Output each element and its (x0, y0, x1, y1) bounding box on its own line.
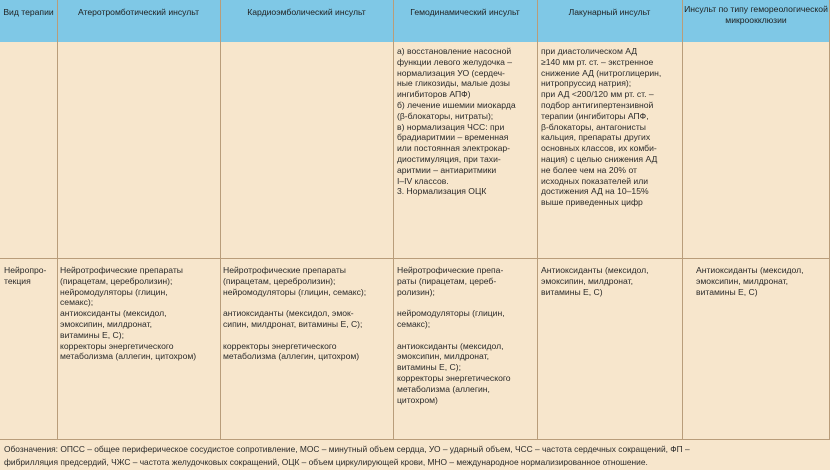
row1-lacunar-cell: при диастолическом АД ≥140 мм рт. ст. – экстренное снижение АД (нитроглицерин, нитропруссид натрия); при АД <200/120 мм рт. ст. – подбор антигипертензивной терапии (ингибиторы АПФ, β-блокаторы, антагонисты кальция, препараты других основных классов, их комби- нация) с целью снижения АД не более чем на 20% от исходных показателей или достижения АД на 10–15% выше приведенных цифр (541, 46, 662, 208)
column-divider (682, 0, 683, 440)
header-cardioembolic: Кардиоэмболический инсульт (247, 7, 366, 17)
row2-cardioembolic-cell: Нейротрофические препараты (пирацетам, церебролизин); нейромодуляторы (глицин, семакс); антиоксиданты (мексидол, эмок- сипин, милдронат, витамины Е, С); корректоры энергетического метаболизма (аллегин, цитохром) (223, 265, 367, 362)
row2-hemodynamic-cell: Нейротрофические препа- раты (пирацетам, цереб- ролизин); нейромодуляторы (глицин, семакс); антиоксиданты (мексидол, эмоксипин, милдронат, витамины Е, С); корректоры энергетического метаболизма (аллегин, цитохром) (397, 265, 511, 405)
row-divider (0, 439, 830, 440)
row2-hemorheologic-cell: Антиоксиданты (мексидол, эмоксипин, милдронат, витамины Е, С) (696, 265, 804, 297)
header-atherothrombotic: Атеротромботический инсульт (77, 7, 200, 17)
column-divider (393, 0, 394, 440)
header-therapy-type: Вид терапии (3, 7, 54, 17)
row1-hemodynamic-cell: а) восстановление насосной функции левого желудочка – нормализация УО (сердеч- ные гликозиды, малые дозы ингибиторов АПФ) б) лечение ишемии миокарда (β-блокаторы, нитраты); в) нормализация ЧСС: при брадиаритмии – временная или постоянная электрокар- диостимуляция, при тахи- аритмии – антиаритмики I–IV классов. 3. Нормализация ОЦК (397, 46, 516, 197)
header-lacunar: Лакунарный инсульт (568, 7, 651, 17)
row-divider (0, 258, 830, 259)
header-hemodynamic: Гемодинамический инсульт (410, 7, 520, 17)
table-header (0, 0, 830, 42)
row2-atherothrombotic-cell: Нейротрофические препараты (пирацетам, церебролизин); нейромодуляторы (глицин, семакс); антиоксиданты (мексидол, эмоксипин, милдронат, витамины Е, С); корректоры энергетического метаболизма (аллегин, цитохром) (60, 265, 197, 362)
abbreviations-footnote: Обозначения: ОПСС – общее периферическое сосудистое сопротивление, МОС – минутный объем сердца, УО – ударный объем, ЧСС – частота сердечных сокращений, ФП – фибрилляция предсердий, ЧЖС – частота желудочковых сокращений, ОЦК – объем циркулирующей крови, МНО – международное нормализированное отношение. (4, 444, 690, 467)
row2-therapy-type-cell: Нейропро- текция (4, 265, 47, 286)
column-divider (57, 0, 58, 440)
column-divider (220, 0, 221, 440)
column-divider (537, 0, 538, 440)
header-hemorheologic: Инсульт по типу гемореологической микроокклюзии (684, 4, 828, 25)
row2-lacunar-cell: Антиоксиданты (мексидол, эмоксипин, милдронат, витамины Е, С) (541, 265, 649, 297)
